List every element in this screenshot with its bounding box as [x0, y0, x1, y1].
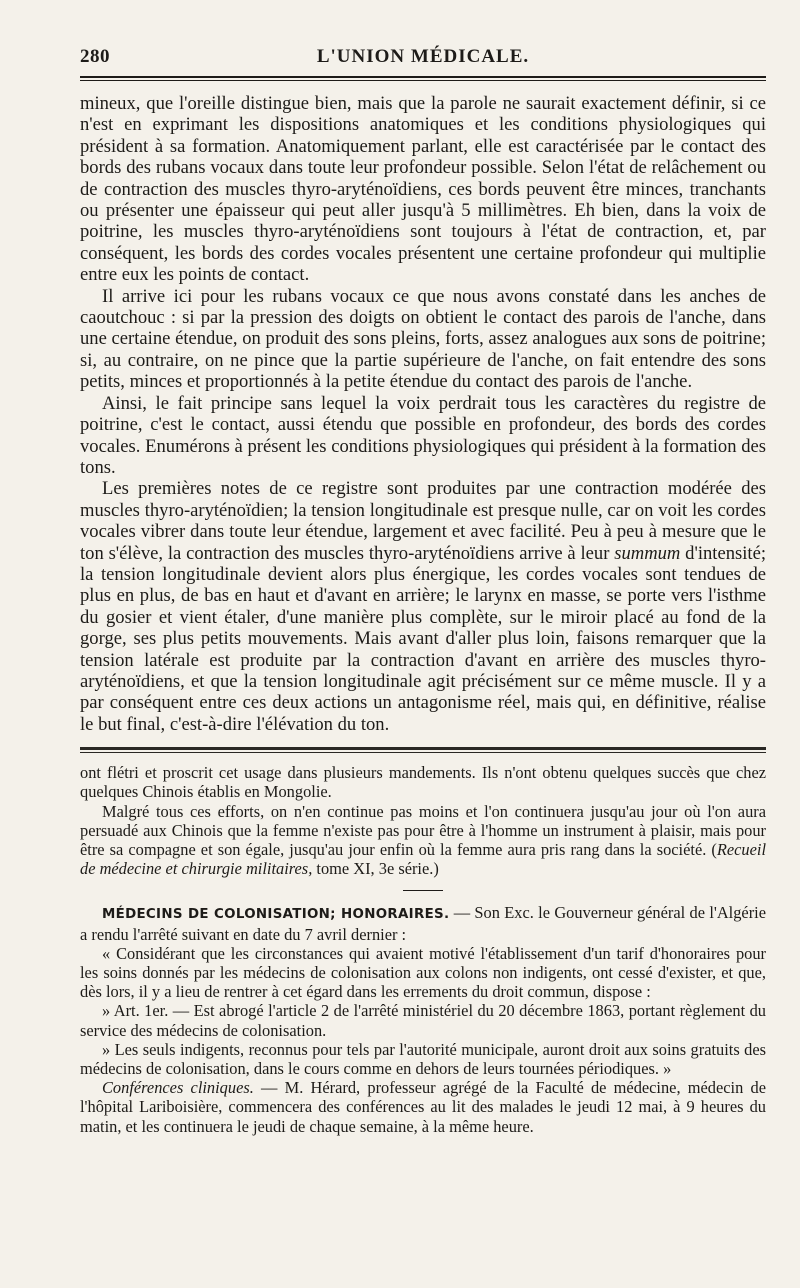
text-run: Malgré tous ces efforts, on n'en continue pas moins et l'on continuera jusqu'au jour où l'on aura persuadé aux Chinois que la femme n'existe pas pour être à l'homme un instrument à plaisir, mais pour être sa compagne et son égale, jusqu'au jour enfin où la femme aura pris rang dans la société. ( — [80, 801, 766, 859]
page-number: 280 — [80, 46, 110, 67]
text-run: Les premières notes de ce registre sont produites par une contraction modérée des muscles thyro-aryténoïdien; la tension longitudinale est presque nulle, car on voit les cordes vocales vibrer dans toute leur étendue, largement et avec facilité. Peu à peu à mesure que le ton s'élève, la contraction des muscles thyro-aryténoïdiens arrive à leur — [80, 478, 766, 564]
paragraph: » Art. 1er. — Est abrogé l'article 2 de l'arrêté ministériel du 20 décembre 1863, portant règlement du service des médecins de colonisation. — [80, 1001, 766, 1040]
paragraph — [80, 802, 766, 879]
news-item — [80, 1078, 766, 1136]
paragraph: » Les seuls indigents, reconnus pour tels par l'autorité municipale, auront droit aux soins gratuits des médecins de colonisation, dans le cours comme en dehors de leurs tournées périodiques. » — [80, 1039, 766, 1079]
running-title: L'UNION MÉDICALE. — [316, 46, 530, 67]
news-heading: Conférences cliniques. — [102, 1078, 254, 1098]
paragraph: ont flétri et proscrit cet usage dans plusieurs mandements. Ils n'ont obtenu quelques succès que chez quelques Chinois établis en Mongolie. — [80, 763, 766, 802]
main-article — [80, 93, 766, 735]
header-rule — [80, 76, 766, 81]
text-run: tome XI, 3e série.) — [312, 859, 439, 879]
text-run: — M. Hérard, professeur agrégé de la Faculté de médecine, médecin de l'hôpital Lariboisière, commencera des conférences au lit des malades le jeudi 12 mai, à 9 heures du matin, et les continuera le jeudi de chaque semaine, à la même heure. — [80, 1078, 766, 1136]
paragraph: Il arrive ici pour les rubans vocaux ce que nous avons constaté dans les anches de caoutchouc : si par la pression des doigts on obtient le contact des parois de l'anche, dans une certaine étendue, on produit des sons pleins, forts, assez analogues aux sons de poitrine; si, au contraire, on ne pince que la partie supérieure de l'anche, on fait entendre des sons petits, minces et proportionnés à la petite étendue du contact des parois de l'anche. — [80, 285, 766, 393]
news-heading: MÉDECINS DE COLONISATION; HONORAIRES. — [102, 907, 450, 923]
lower-column — [80, 763, 766, 1136]
short-divider — [403, 890, 443, 891]
decree-quote — [80, 944, 766, 1078]
italic-term: summum — [614, 542, 681, 564]
citation-title: Recueil de médecine et chirurgie militaires, — [80, 840, 766, 879]
paragraph: « Considérant que les circonstances qui avaient motivé l'établissement d'un tarif d'honoraires pour les soins donnés par les médecins de colonisation aux colons non indigents, ont cessé d'exister, et que, dès lors, il y a lieu de rentrer à cet égard dans les errements du droit commun, dispose : — [80, 943, 766, 1002]
paragraph: mineux, que l'oreille distingue bien, mais que la parole ne saurait exactement définir, si ce n'est en exprimant les dispositions anatomiques et les conditions physiologiques qui président à sa formation. Anatomiquement parlant, elle est caractérisée par le contact des bords des rubans vocaux dans toute leur profondeur possible. Selon l'état de relâchement ou de contraction des muscles thyro-aryténoïdiens, ces bords peuvent être minces, tranchants ou présenter une épaisseur qui peut aller jusqu'à 5 millimètres. Eh bien, dans la voix de poitrine, les muscles thyro-aryténoïdiens sont toujours à l'état de contraction, et, par conséquent, les bords des cordes vocales présentent une certaine profondeur qui multiplie entre eux les points de contact. — [80, 93, 766, 286]
text-run: — Son Exc. le Gouverneur général de l'Algérie a rendu l'arrêté suivant en date du 7 avril dernier : — [80, 903, 766, 944]
paragraph: Ainsi, le fait principe sans lequel la voix perdrait tous les caractères du registre de poitrine, c'est le contact, aussi étendu que possible en profondeur, des bords des cordes vocales. Enumérons à présent les conditions physiologiques qui président à la formation des tons. — [80, 392, 766, 478]
news-item — [80, 903, 766, 943]
page-header — [80, 44, 766, 70]
text-run: d'intensité; la tension longitudinale devient alors plus énergique, les cordes vocales sont tendues de plus en plus, de bas en haut et d'avant en arrière; le larynx en masse, se porte vers l'isthme du gosier et vient étaler, d'une manière plus complète, sur le miroir placé au fond de la gorge, ses plus petits mouvements. Mais avant d'aller plus loin, faisons remarquer que la tension latérale est produite par la contraction d'avant en arrière des muscles thyro-aryténoïdiens, et que la tension longitudinale agit précisément sur ce même muscle. Il y a par conséquent entre ces deux actions un antagonisme réel, mais qui, en définitive, réalise le but final, c'est-à-dire l'élévation du ton. — [80, 542, 766, 735]
paragraph — [80, 478, 766, 735]
section-divider — [80, 747, 766, 753]
